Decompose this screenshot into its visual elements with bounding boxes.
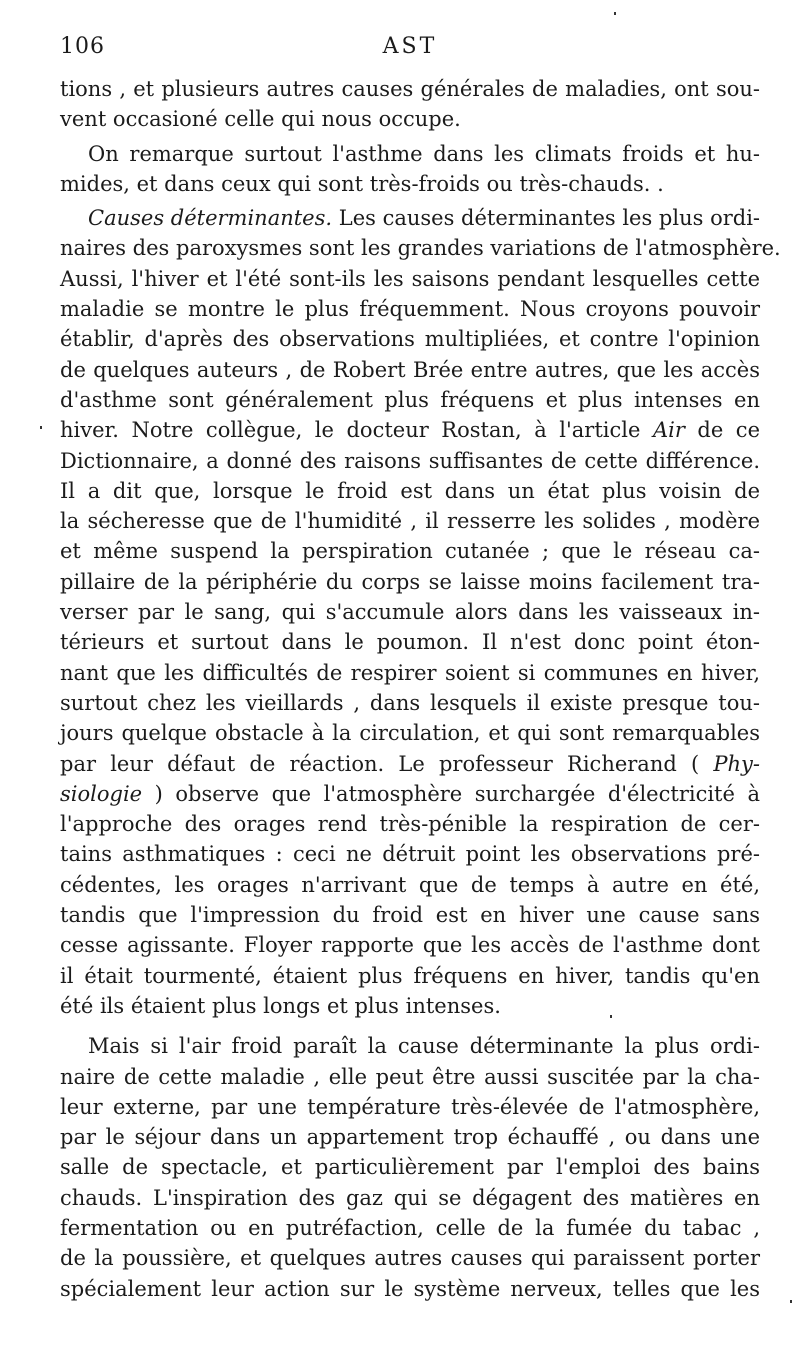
page-header bbox=[60, 34, 760, 64]
text-line: On remarque surtout l'asthme dans les climats froids et hu- bbox=[88, 141, 760, 166]
text-line: pillaire de la périphérie du corps se laisse moins facilement tra- bbox=[60, 569, 760, 594]
text-line bbox=[60, 749, 760, 779]
text-line: Dictionnaire, a donné des raisons suffisantes de cette différence. bbox=[60, 448, 760, 473]
text-line: de la poussière, et quelques autres causes qui paraissent porter bbox=[60, 1246, 760, 1271]
text-line bbox=[60, 203, 760, 233]
text-line: leur externe, par une température très-élevée de l'atmosphère, bbox=[60, 1094, 760, 1119]
text-line: tandis que l'impression du froid est en hiver une cause sans bbox=[60, 903, 760, 928]
text-line: jours quelque obstacle à la circulation, et qui sont remarquables bbox=[60, 721, 760, 746]
section-heading-italic: Causes déterminantes. bbox=[88, 206, 333, 231]
page-number: 106 bbox=[60, 34, 105, 59]
text-span: de ce bbox=[684, 418, 760, 443]
italic-word: siologie bbox=[60, 781, 143, 806]
print-speck bbox=[614, 12, 616, 15]
body-text bbox=[60, 74, 781, 1304]
print-speck bbox=[790, 1300, 792, 1303]
text-line: spécialement leur action sur le système nerveux, telles que les bbox=[60, 1276, 760, 1301]
text-span: par leur défaut de réaction. Le professeur Richerand ( bbox=[60, 751, 714, 776]
text-line: nant que les difficultés de respirer soient si communes en hiver, bbox=[60, 660, 760, 685]
italic-word: Phy- bbox=[713, 751, 760, 776]
running-head: AST bbox=[382, 34, 438, 59]
text-line: naires des paroxysmes sont les grandes variations de l'atmosphère. bbox=[60, 236, 781, 261]
print-speck bbox=[40, 426, 42, 429]
text-line: il était tourmenté, étaient plus fréquens en hiver, tandis qu'en bbox=[60, 963, 760, 988]
text-line bbox=[60, 779, 760, 809]
text-span: Les causes déterminantes les plus ordi- bbox=[332, 206, 761, 231]
text-span: hiver. Notre collègue, le docteur Rostan, à l'article bbox=[60, 418, 653, 443]
text-line: tions , et plusieurs autres causes générales de maladies, ont sou- bbox=[60, 77, 760, 101]
text-line: et même suspend la perspiration cutanée ; que le réseau ca- bbox=[60, 539, 760, 564]
text-line: naire de cette maladie , elle peut être aussi suscitée par la cha- bbox=[60, 1064, 760, 1089]
text-line: verser par le sang, qui s'accumule alors dans les vaisseaux in- bbox=[60, 600, 760, 625]
text-line bbox=[60, 415, 760, 445]
print-speck bbox=[610, 1015, 612, 1018]
text-line: maladie se montre le plus fréquemment. Nous croyons pouvoir bbox=[60, 297, 760, 322]
text-line: l'approche des orages rend très-pénible la respiration de cer- bbox=[60, 812, 760, 837]
text-line: cédentes, les orages n'arrivant que de temps à autre en été, bbox=[60, 872, 760, 897]
text-line: cesse agissante. Floyer rapporte que les accès de l'asthme dont bbox=[60, 933, 760, 958]
text-line: Aussi, l'hiver et l'été sont-ils les saisons pendant lesquelles cette bbox=[60, 266, 760, 291]
text-line: fermentation ou en putréfaction, celle de la fumée du tabac , bbox=[60, 1215, 760, 1240]
text-line: de quelques auteurs , de Robert Brée entre autres, que les accès bbox=[60, 357, 760, 382]
text-line: térieurs et surtout dans le poumon. Il n'est donc point éton- bbox=[60, 630, 760, 655]
text-line: Il a dit que, lorsque le froid est dans un état plus voisin de bbox=[60, 478, 760, 503]
italic-word: Air bbox=[652, 418, 685, 443]
text-line: chauds. L'inspiration des gaz qui se dégagent des matières en bbox=[60, 1185, 760, 1210]
text-line: établir, d'après des observations multipliées, et contre l'opinion bbox=[60, 327, 760, 352]
text-line: été ils étaient plus longs et plus intenses. bbox=[60, 993, 501, 1018]
text-line: la sécheresse que de l'humidité , il resserre les solides , modère bbox=[60, 509, 760, 534]
text-line: surtout chez les vieillards , dans lesquels il existe presque tou- bbox=[60, 690, 760, 715]
text-line: d'asthme sont généralement plus fréquens et plus intenses en bbox=[60, 387, 760, 412]
text-span: ) observe que l'atmosphère surchargée d'électricité à bbox=[142, 781, 760, 806]
text-line: par le séjour dans un appartement trop échauffé , ou dans une bbox=[60, 1125, 760, 1150]
text-line: tains asthmatiques : ceci ne détruit point les observations pré- bbox=[60, 842, 760, 867]
text-line: Mais si l'air froid paraît la cause déterminante la plus ordi- bbox=[88, 1034, 760, 1059]
text-line: vent occasioné celle qui nous occupe. bbox=[60, 107, 461, 132]
text-line: mides, et dans ceux qui sont très-froids ou très-chauds. . bbox=[60, 171, 664, 196]
text-line: salle de spectacle, et particulièrement par l'emploi des bains bbox=[60, 1155, 760, 1180]
